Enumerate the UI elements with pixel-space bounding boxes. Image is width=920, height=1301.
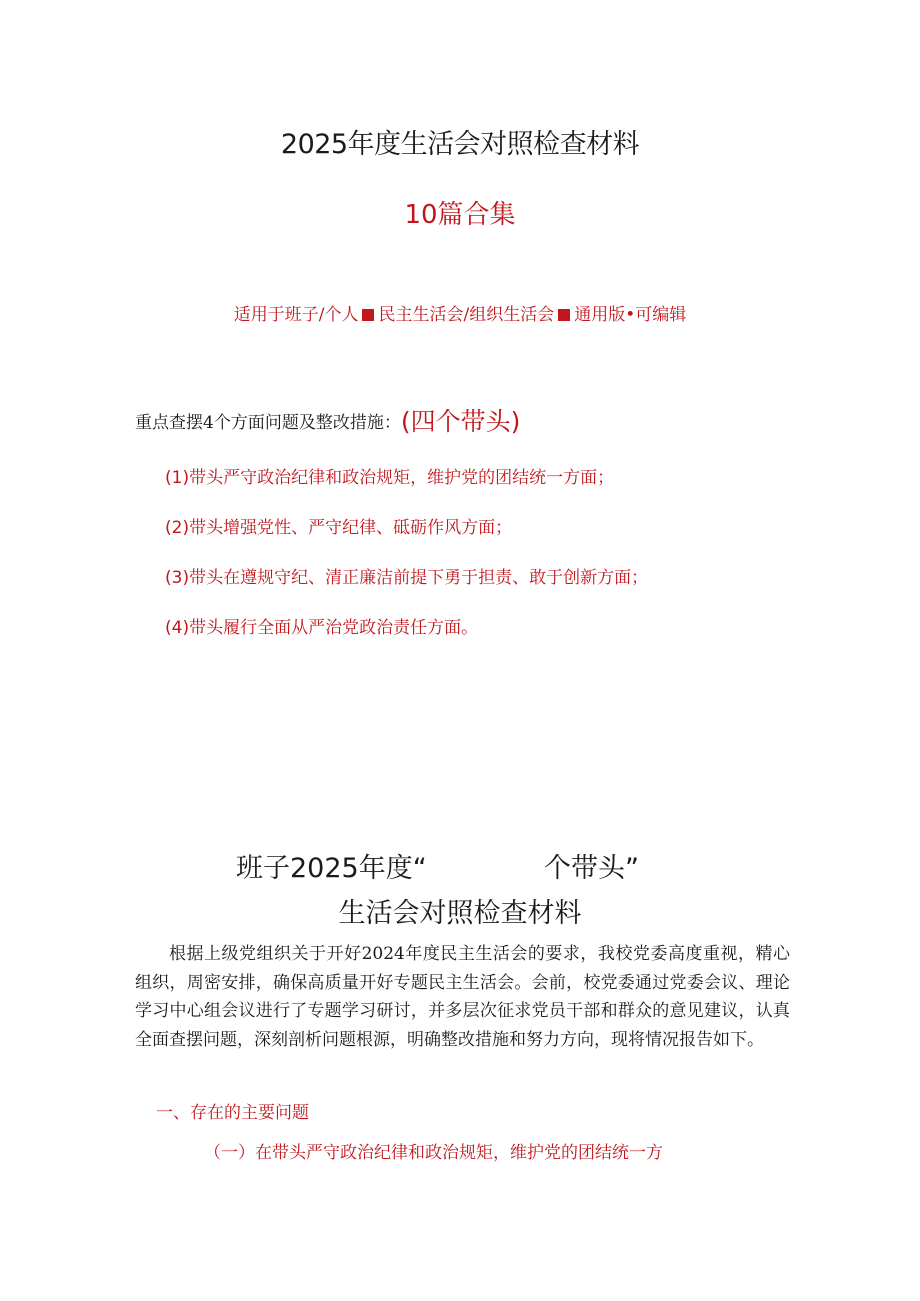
applies-line bbox=[0, 300, 920, 325]
applies-part-2: 民主生活会/组织生活会 bbox=[378, 305, 555, 325]
focus-item bbox=[165, 463, 614, 488]
applies-part-1: 适用于班子/个人 bbox=[233, 305, 359, 325]
focus-item-number: (1) bbox=[165, 468, 190, 488]
applies-part-3: 通用版•可编辑 bbox=[574, 305, 687, 325]
focus-highlight: (四个带头) bbox=[400, 407, 521, 436]
focus-lead: 重点查摆4个方面问题及整改措施： bbox=[135, 413, 401, 433]
document-title-line-2: 生活会对照检查材料 bbox=[338, 898, 582, 929]
subsection-heading: （一）在带头严守政治纪律和政治规矩，维护党的团结统一方 bbox=[204, 1143, 663, 1163]
document-title-right: 个带头” bbox=[544, 853, 639, 884]
intro-paragraph: 根据上级党组织关于开好2024年度民主生活会的要求，我校党委高度重视，精心组织，周密安排，确保高质量开好专题民主生活会。会前，校党委通过党委会议、理论学习中心组会议进行了专题学习研讨，并多层次征求党员干部和群众的意见建议，认真全面查摆问题，深刻剖析问题根源，明确整改措施和努力方向，现将情况报告如下。 bbox=[135, 944, 790, 1050]
focus-item bbox=[165, 563, 648, 588]
focus-item bbox=[165, 513, 512, 538]
focus-item-text: 带头严守政治纪律和政治规矩，维护党的团结统一方面； bbox=[189, 468, 615, 488]
cover-title: 2025年度生活会对照检查材料 bbox=[280, 129, 640, 160]
document-title-left: 班子2025年度“ bbox=[236, 853, 427, 884]
cover-subtitle: 10篇合集 bbox=[404, 200, 516, 230]
square-bullet-icon bbox=[558, 309, 570, 321]
focus-item-number: (3) bbox=[165, 568, 190, 588]
focus-item-text: 带头在遵规守纪、清正廉洁前提下勇于担责、敢于创新方面； bbox=[189, 568, 649, 588]
focus-item-number: (4) bbox=[165, 618, 190, 638]
section-heading: 一、存在的主要问题 bbox=[156, 1103, 309, 1123]
focus-item-text: 带头增强党性、严守纪律、砥砺作风方面； bbox=[189, 518, 513, 538]
focus-item bbox=[165, 613, 478, 638]
focus-item-text: 带头履行全面从严治党政治责任方面。 bbox=[189, 618, 479, 638]
focus-item-number: (2) bbox=[165, 518, 190, 538]
focus-line bbox=[135, 402, 520, 438]
square-bullet-icon bbox=[362, 309, 374, 321]
